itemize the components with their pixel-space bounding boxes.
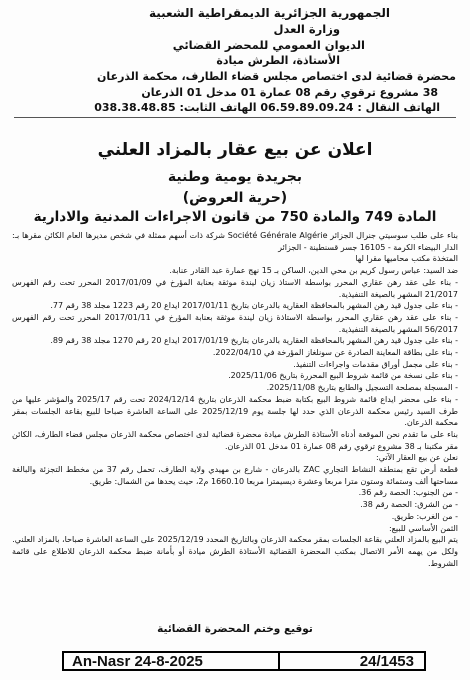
- body-paragraph: - من الغرب: طريق.: [391, 511, 458, 521]
- body-paragraph: - من الجنوب: الحصة رقم 36.: [358, 488, 458, 498]
- body-paragraph: - من الشرق: الحصة رقم 38.: [360, 500, 458, 510]
- body-paragraph: - بناء على بطاقة المعاينة الصادرة عن سونلغاز المؤرخة في 2022/04/10.: [212, 348, 458, 358]
- body-paragraph: - بناء على مجمل أوراق مقدمات واجراءات التنفيذ.: [293, 359, 458, 369]
- body-paragraph: - بناء على عقد رهن عقاري المحرر بواسطة الاستاذة زيان ليندة موثقة بعنابة المؤرخ في 2017/01/11 المحرر تحت رقم الفهرس 56/2017 المشهر بالصيغة التنفيذية.: [12, 312, 458, 334]
- office-address: 38 مشروع ترقوي رقم 08 عمارة 01 مدخل 01 الذرعان: [141, 86, 438, 99]
- body-paragraph: بناء على طلب سوسيتي جنرال الجزائر Société Générale Algérie شركة ذات أسهم ممثلة في شخص مديرها العام الكائن مقرها بـ: الدار البيضاء الكرمة - 16105 جسر قسنطينة - الجزائر: [12, 231, 458, 252]
- body-paragraph: الثمن الأساسي للبيع:: [388, 523, 458, 533]
- footer-divider: [278, 653, 280, 669]
- body-paragraph: - بناء على محضر ايداع قائمة شروط البيع بكتابة ضبط محكمة الذرعان بتاريخ 2024/12/14 تحت رقم 2025/17 والمؤشر عليها من طرف السيد رئيس محكمة الذرعان الذي حدد لها جلسة يوم 2025/12/19 على الساعة العاشرة صباحا للبيع بقاعة الجلسات بمقر محكمة الذرعان.: [12, 394, 458, 428]
- body-paragraph: - بناء على نسخة من قائمة شروط البيع المحررة بتاريخ 2025/11/06.: [228, 371, 458, 381]
- office-name: الديوان العمومي للمحضر القضائي: [172, 38, 365, 52]
- body-paragraph: - بناء على جدول قيد رهن المشهر بالمحافظة العقارية بالدرعان بتاريخ 2017/01/19 ايداع 20 رقم 1270 مجلد 38 رقم 89.: [50, 336, 458, 346]
- republic-name: الجمهورية الجزائرية الديمقراطية الشعبية: [148, 6, 390, 20]
- legal-articles: المادة 749 والمادة 750 من قانون الاجراءات المدنية والادارية: [33, 209, 437, 225]
- notice-title: اعلان عن بيع عقار بالمزاد العلني: [97, 140, 373, 160]
- header-divider: [14, 117, 456, 118]
- ministry-name: وزارة العدل: [273, 22, 340, 36]
- bailiff-jurisdiction: محضرة قضائية لدى اختصاص مجلس قضاء الطارف، محكمة الذرعان: [97, 70, 456, 83]
- body-paragraph: - بناء على جدول قيد رهن المشهر بالمحافظة العقارية بالدرعان بتاريخ 2017/01/11 ايداع 20 رقم 1223 مجلد 38 رقم 77.: [50, 301, 458, 311]
- notice-body: [12, 230, 458, 602]
- publication-footer: [62, 651, 426, 671]
- notice-subtitle: (حرية العروض): [182, 190, 288, 206]
- body-paragraph: - المسجلة بمصلحة التسجيل والطابع بتاريخ 2025/11/08.: [266, 383, 458, 393]
- body-paragraph: قطعة أرض تقع بمنطقة النشاط التجاري ZAC بالدرعان - شارع بن مهيدي ولاية الطارف، تحمل رقم 37 من مخطط التجزئة والبالغة مساحتها ألف وستمائة وستون مترا مربعا وعشرة ديسيمترا مربعا 1660.10 م2، حيث يحدها من الشمال: طريق.: [12, 465, 458, 486]
- body-paragraph: نعلن عن بيع العقار الآتي:: [376, 453, 458, 463]
- body-paragraph: - بناء على عقد رهن عقاري المحرر بواسطة الاستاذ زيان ليندة موثقة بعنابة المؤرخ في 2017/01/09 المحرر تحت رقم الفهرس 21/2017 المشهر بالصيغة التنفيذية.: [12, 277, 458, 299]
- body-paragraph: يتم البيع بالمزاد العلني بقاعة الجلسات بمقر محكمة الذرعان وبالتاريخ المحدد 2025/12/19 على الساعة العاشرة صباحا، بالمزاد العلني.: [12, 535, 458, 545]
- office-phones: الهاتف النقال : 06.59.89.09.24 الهاتف الثابت: 038.38.48.85: [94, 101, 440, 114]
- body-paragraph: ضد السيد: عباس رسول كريم بن محي الدين، الساكن بـ 15 نهج عمارة عبد القادر عنابة.: [169, 266, 458, 276]
- notice-subtitle: بجريدة يومية وطنية: [167, 169, 303, 185]
- bailiff-name: الأستاذة، الطرش ميادة: [216, 54, 340, 67]
- body-paragraph: بناء على ما تقدم نحن الموقعة أدناه الأستاذة الطرش ميادة محضرة قضائية لدى اختصاص محكمة الذرعان مجلس قضاء الطارف، الكائن مقر مكتبنا بـ 38 مشروع ترقوي رقم 08 عمارة 01 مدخل 01 الذرعان.: [12, 429, 458, 451]
- signature-line: توقيع وختم المحضرة القضائية: [157, 623, 313, 635]
- body-paragraph: المتخذة مكتب محاميها مقرا لها: [355, 254, 458, 264]
- publication-reference: 24/1453: [359, 653, 414, 670]
- body-paragraph: ولكل من يهمه الأمر الاتصال بمكتب المحضرة القضائية الأستاذة الطرش ميادة أو بأمانة ضبط محكمة الذرعان للاطلاع على قائمة الشروط.: [12, 546, 458, 568]
- publication-name: An-Nasr 24-8-2025: [72, 653, 203, 670]
